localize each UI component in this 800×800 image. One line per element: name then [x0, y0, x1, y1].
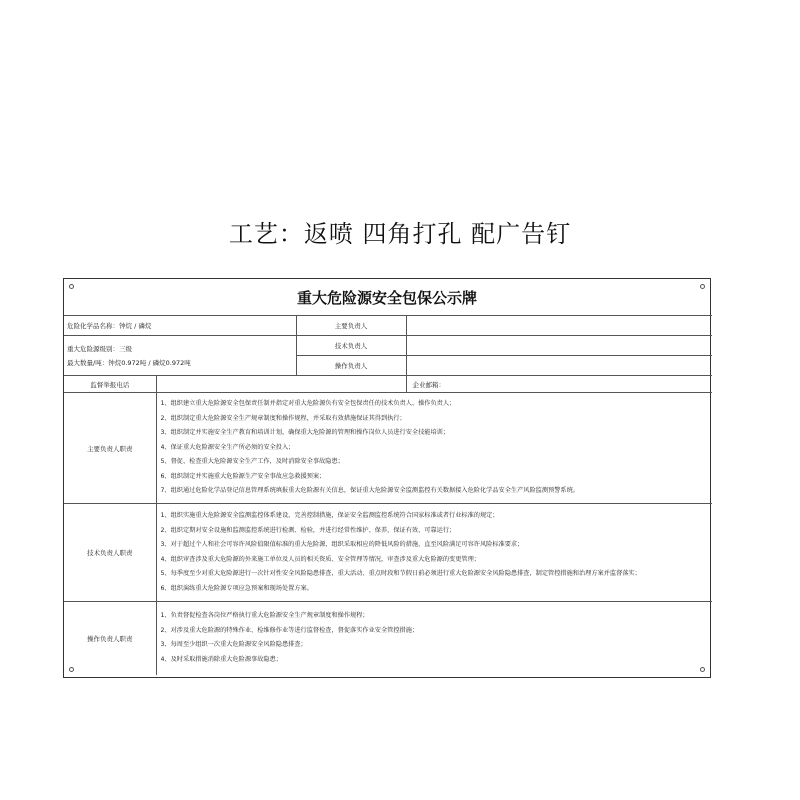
duty-item: 1、组织建立重大危险源安全包保责任制并指定对重大危险源负有安全包保责任的技术负责人、操作负责人；	[160, 400, 456, 408]
supervise-phone-label: 监督举报电话	[64, 376, 156, 393]
duty-item: 6、组织制定并实施重大危险源生产安全事故应急救援预案；	[160, 472, 326, 480]
table-row	[64, 336, 712, 356]
duty-item: 2、对涉及重大危险源的特殊作业、检维修作业等进行监督检查，督促落实作业安全管控措施；	[160, 626, 419, 634]
duty-item: 5、每季度至少对重大危险源进行一次针对性安全风险隐患排查，重大活动、重点时段和节假日前必须进行重大危险源安全风险隐患排查，制定管控措施和治理方案并监督落实；	[160, 570, 641, 577]
main-person-label: 主要负责人	[296, 316, 406, 336]
duty-list-tech	[156, 504, 712, 602]
email-label: 企业邮箱：	[406, 376, 712, 393]
duty-item: 1、负责督促检查各岗位严格执行重大危险源安全生产规章制度和操作规程；	[160, 612, 369, 620]
supervise-phone-value	[156, 376, 406, 393]
tech-person-value	[406, 336, 712, 356]
op-person-value	[406, 356, 712, 376]
table-row	[64, 316, 712, 336]
duty-item: 6、组织演练重大危险源专项应急预案和现场处置方案。	[160, 584, 313, 592]
op-person-label: 操作负责人	[296, 356, 406, 376]
safety-sign-board	[63, 278, 711, 678]
duty-item: 5、督促、检查重大危险源安全生产工作，及时消除安全事故隐患；	[160, 458, 344, 466]
sign-title: 重大危险源安全包保公示牌	[296, 288, 477, 307]
section-label-op: 操作负责人职责	[64, 602, 156, 675]
level-text: 重大危险源级别：三级	[67, 344, 132, 353]
duty-item: 4、保证重大危险源安全生产所必须的安全投入；	[160, 443, 295, 451]
duty-list-main	[156, 393, 712, 504]
table-row	[64, 504, 712, 602]
main-person-value	[406, 316, 712, 336]
level-quantity-cell	[64, 336, 296, 376]
section-label-tech: 技术负责人职责	[64, 504, 156, 602]
duty-list-op	[156, 602, 712, 675]
duty-item: 3、组织制定并实施安全生产教育和培训计划，确保重大危险源的管理和操作岗位人员进行安全技能培训；	[160, 429, 450, 437]
duty-item: 2、组织定期对安全设施和监测监控系统进行检测、检验，并进行经常性维护、保养，保证有效、可靠运行；	[160, 526, 456, 534]
table-row	[64, 393, 712, 504]
quantity-text: 最大数量/吨：钟烷0.972吨 / 磷烷0.972吨	[67, 358, 191, 367]
tech-person-label: 技术负责人	[296, 336, 406, 356]
duty-item: 4、及时采取措施消除重大危险源事故隐患；	[160, 655, 282, 663]
section-label-main: 主要负责人职责	[64, 393, 156, 504]
duty-item: 3、每周至少组织一次重大危险源安全风险隐患排查；	[160, 641, 307, 649]
process-caption: 工艺：返喷 四角打孔 配广告钉	[228, 220, 572, 248]
duty-item: 2、组织制定重大危险源安全生产规章制度和操作规程，并采取有效措施保证其得到执行；	[160, 414, 406, 422]
chemical-name-cell: 危险化学品名称：钟烷 / 磷烷	[64, 316, 296, 336]
duty-item: 3、对于超过个人和社会可容许风险值限值标准的重大危险源，组织采取相应的降低风险的措施，直至风险满足可容许风险标准要求；	[160, 541, 524, 548]
table-row	[64, 602, 712, 675]
info-table	[64, 315, 712, 675]
duty-item: 7、组织通过危险化学品登记信息管理系统填报重大危险源有关信息，保证重大危险源安全监测监控有关数据接入危险化学品安全生产风险监测预警系统。	[160, 487, 579, 495]
duty-item: 1、组织实施重大危险源安全监测监控体系建设，完善控制措施，保证安全监测监控系统符合国家标准或者行业标准的规定；	[160, 512, 499, 519]
duty-item: 4、组织审查涉及重大危险源的外来施工单位及人员的相关资质、安全管理等情况，审查涉及重大危险源的变更管理；	[160, 555, 480, 563]
table-row	[64, 376, 712, 393]
